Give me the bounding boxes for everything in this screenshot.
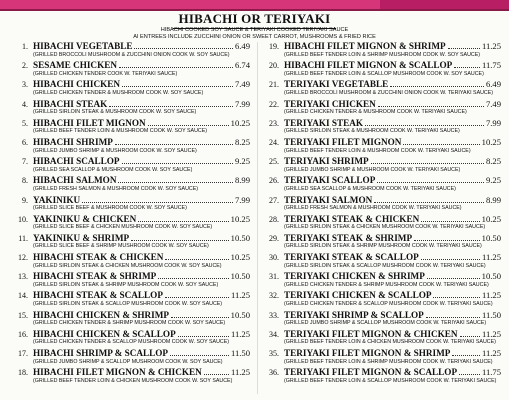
menu-item-line (284, 79, 501, 90)
dot-leader (134, 47, 232, 49)
menu-item-line (284, 41, 501, 52)
menu-item (265, 329, 501, 348)
menu-item (265, 41, 501, 60)
dot-leader (448, 47, 480, 49)
menu-item-line (284, 118, 501, 129)
menu-item-number: 1. (22, 42, 28, 51)
menu-item-name: TERIYAKI FILET MIGNON & SHRIMP (284, 348, 451, 358)
menu-item-price: 11.25 (481, 348, 501, 358)
dot-leader (158, 277, 228, 279)
menu-item-number: 18. (18, 368, 28, 378)
menu-item-description: (GRILLED SIRLOIN STEAK & SCALLOP MUSHROOM COOK W. SOY SAUCE) (33, 301, 223, 308)
menu-item-description: (GRILLED CHICKEN TENDER & SCALLOP MUSHROOM COOK W. TERIYAKI SAUCE) (284, 301, 493, 308)
menu-item (265, 79, 501, 98)
menu-item-number: 30. (269, 253, 279, 263)
menu-item-description: (GRILLED CHICKEN TENDER & SHRIMP MUSHROOM COOK W. TERIYAKI SAUCE) (284, 281, 489, 288)
dot-leader (374, 201, 484, 203)
menu-item (265, 175, 501, 194)
menu-item-number: 9. (22, 195, 28, 205)
menu-item-line (33, 252, 250, 263)
menu-item-line (284, 329, 501, 340)
dot-leader (82, 201, 233, 203)
dot-leader (459, 373, 480, 375)
menu-item-price: 10.50 (230, 232, 250, 243)
menu-item-description: (GRILLED BROCCOLI MUSHROOM & ZUCCHINI ONION COOK W. TERIYAKI SAUCE) (284, 89, 494, 96)
menu-item (14, 118, 250, 137)
menu-item (265, 252, 501, 271)
menu-item-name: TERIYAKI STEAK & SHRIMP (284, 232, 413, 243)
subtitle-block (0, 27, 509, 41)
dot-leader (414, 239, 480, 241)
menu-item-line (33, 233, 250, 244)
menu-item-name: TERIYAKI SCALLOP (284, 175, 376, 186)
menu-item-line (33, 290, 250, 301)
menu-item (265, 195, 501, 214)
menu-item-price: 11.25 (481, 328, 501, 339)
dot-leader (131, 239, 229, 241)
menu-item (14, 41, 250, 60)
menu-item-number: 34. (269, 329, 279, 339)
dot-leader (365, 124, 484, 126)
menu-item-price: 10.50 (230, 309, 250, 320)
menu-item-number: 32. (269, 291, 279, 301)
menu-item (265, 310, 501, 329)
top-color-band-accent (380, 0, 509, 9)
menu-item-line (284, 233, 501, 244)
menu-item-description: (GRILLED SIRLOIN STEAK & CHICKEN MUSHROOM COOK W. TERIYAKI SAUCE) (284, 224, 486, 231)
menu-item-line (33, 41, 250, 52)
menu-item-price: 7.99 (485, 117, 501, 128)
menu-item-name: HIBACHI VEGETABLE (33, 41, 133, 51)
menu-item (14, 60, 250, 79)
menu-item-description: (GRILLED BROCCOLI MUSHROOM & ZUCCHINI ONION COOK W. SOY SAUCE) (33, 51, 230, 58)
menu-item (265, 271, 501, 290)
menu-item-price: 10.50 (481, 232, 501, 243)
menu-item-line (284, 271, 501, 282)
dot-leader (460, 335, 480, 337)
menu-item-description: (GRILLED BEEF TENDER LOIN & SHRIMP MUSHROOM COOK W. SOY SAUCE) (284, 51, 481, 58)
menu-item-number: 21. (269, 80, 279, 90)
menu-item-name: HIBACHI SCALLOP (33, 156, 120, 167)
menu-item-name: TERIYAKI FILET MIGNON & SCALLOP (284, 367, 458, 378)
dot-leader (122, 162, 233, 164)
menu-item-number: 5. (22, 118, 28, 128)
menu-item-line (33, 99, 250, 110)
menu-item-description: (GRILLED SLICE BEEF & SHRIMP MUSHROOM COOK W. SOY SAUCE) (33, 243, 209, 250)
menu-item-name: YAKINIKU & SHRIMP (33, 232, 130, 243)
menu-item-name: HIBACHI FILET MIGNON & CHICKEN (33, 367, 202, 378)
menu-item-name: HIBACHI CHICKEN & SCALLOP (33, 328, 176, 339)
menu-item-price: 7.99 (234, 194, 250, 205)
menu-item-number: 25. (269, 157, 279, 167)
menu-item-price: 6.49 (234, 41, 250, 51)
menu-item (265, 233, 501, 252)
menu-item-number: 15. (18, 310, 28, 320)
menu-item-name: TERIYAKI VEGETABLE (284, 79, 389, 90)
menu-item (14, 137, 250, 156)
menu-item-name: HIBACHI FILET MIGNON & SCALLOP (284, 60, 453, 71)
menu-item-number: 35. (269, 349, 279, 358)
menu-item-description: (GRILLED CHICKEN TENDER & SHRIMP MUSHROOM COOK W. SOY SAUCE) (33, 320, 226, 327)
dot-leader (204, 373, 229, 375)
menu-item-number: 7. (22, 157, 28, 167)
menu-item-description: (GRILLED CHICKEN TENDER & SCALLOP MUSHROOM COOK W. SOY SAUCE) (33, 339, 230, 346)
menu-item-description: (GRILLED BEEF TENDER LOIN & SHRIMP MUSHROOM COOK W. TERIYAKI SAUCE) (284, 358, 493, 365)
dot-leader (452, 354, 480, 356)
menu-item-name: HIBACHI SHRIMP (33, 136, 113, 147)
dot-leader (115, 143, 233, 145)
menu-item-description: (GRILLED CHICKEN TENDER & MUSHROOM COOK W. SOY SAUCE) (33, 89, 204, 96)
menu-column-right (265, 41, 501, 386)
menu-item-name: HIBACHI CHICKEN (33, 79, 121, 90)
page-title: HIBACHI OR TERIYAKI (173, 9, 337, 29)
menu-item-line (284, 214, 501, 225)
dot-leader (421, 258, 480, 260)
menu-item-number: 31. (269, 272, 279, 282)
menu-item-name: TERIYAKI SALMON (284, 194, 373, 205)
menu-item-line (33, 156, 250, 167)
dot-leader (390, 85, 484, 87)
dot-leader (119, 66, 233, 68)
menu-item-price: 6.74 (234, 60, 250, 71)
menu-item-price: 10.50 (230, 271, 250, 282)
menu-item-description: (GRILLED SIRLOIN STEAK & SHRIMP MUSHROOM COOK W. SOY SAUCE) (33, 281, 219, 288)
menu-item-line (33, 367, 250, 378)
menu-item-description: (GRILLED SEA SCALLOP & MUSHROOM COOK W. SOY SAUCE) (33, 166, 193, 173)
menu-item-price: 11.50 (481, 309, 501, 320)
menu-item-line (33, 60, 250, 71)
menu-item-line (284, 99, 501, 110)
menu-item (14, 310, 250, 329)
subtitle-entrees: AI ENTREES INCLUDE ZUCCHINI ONION OR SWEET CARROT, MUSHROOMS & FRIED RICE (133, 34, 376, 40)
menu-item-number: 14. (18, 291, 28, 301)
menu-item-number: 11. (18, 233, 28, 243)
menu-item-name: TERIYAKI CHICKEN (284, 98, 376, 109)
menu-item (14, 271, 250, 290)
menu-item-price: 8.25 (485, 156, 501, 167)
menu-item-line (284, 175, 501, 186)
menu-item-name: HIBACHI STEAK (33, 98, 108, 109)
menu-item (265, 214, 501, 233)
dot-leader (421, 220, 479, 222)
menu-item-description: (GRILLED JUMBO SHRIMP & SCALLOP MUSHROOM COOK W. TERIYAKI SAUCE) (284, 320, 487, 327)
menu-item-line (284, 348, 501, 359)
menu-item-number: 29. (269, 233, 279, 243)
menu-item-description: (GRILLED JUMBO SHRIMP & MUSHROOM COOK W. TERIYAKI SAUCE) (284, 166, 461, 173)
menu-item-name: TERIYAKI FILET MIGNON & CHICKEN (284, 328, 458, 339)
menu-item-name: HIBACHI SHRIMP & SCALLOP (33, 348, 169, 358)
menu-item-price: 9.25 (234, 156, 250, 167)
menu-item-price: 7.49 (234, 79, 250, 90)
menu-item (14, 79, 250, 98)
dot-leader (433, 296, 480, 298)
menu-item (14, 156, 250, 175)
menu-item (265, 118, 501, 137)
menu-item-price: 11.50 (230, 348, 250, 358)
menu-item-price: 11.25 (230, 367, 250, 378)
menu-item-number: 20. (269, 61, 279, 71)
dot-leader (165, 296, 229, 298)
menu-item-number: 36. (269, 368, 279, 378)
menu-item (14, 175, 250, 194)
menu-item-price: 11.75 (481, 60, 501, 71)
dot-leader (165, 258, 228, 260)
menu-item-line (284, 195, 501, 206)
menu-item-number: 23. (269, 118, 279, 128)
menu-item-number: 10. (18, 214, 28, 224)
dot-leader (109, 105, 233, 107)
menu-item-price: 11.25 (481, 290, 501, 301)
menu-item-line (33, 271, 250, 282)
menu-item-name: HIBACHI STEAK & SHRIMP (33, 271, 157, 282)
column-divider (257, 42, 258, 394)
menu-item (14, 329, 250, 348)
menu-item-line (284, 367, 501, 378)
menu-item-line (33, 175, 250, 186)
menu-item-description: (GRILLED FRESH SALMON & MUSHROOM COOK W. TERIYAKI SAUCE) (284, 205, 462, 212)
subtitle-sauce: HIBACHI COOKED SOY SAUCE & TERIYAKI COOKED TERIYAKI SAUCE (160, 27, 349, 33)
menu-item-line (33, 137, 250, 148)
menu-item-number: 12. (18, 253, 28, 263)
menu-item (14, 252, 250, 271)
menu-item-number: 24. (269, 137, 279, 147)
menu-item-description: (GRILLED BEEF TENDER LOIN & CHICKEN MUSHROOM COOK W. TERIYAKI SAUCE) (284, 339, 496, 346)
menu-item (265, 99, 501, 118)
menu-item-line (33, 214, 250, 225)
title-wrap (0, 9, 509, 29)
dot-leader (122, 85, 233, 87)
menu-item-name: TERIYAKI STEAK & CHICKEN (284, 213, 420, 224)
menu-item-line (33, 195, 250, 206)
menu-item (14, 99, 250, 118)
menu-item (265, 348, 501, 367)
menu-item-line (33, 79, 250, 90)
menu-item-description: (GRILLED SIRLOIN STEAK & SCALLOP MUSHROOM COOK W. TERIYAKI SAUCE) (284, 262, 486, 269)
menu-item (265, 156, 501, 175)
menu-item-name: HIBACHI CHICKEN & SHRIMP (33, 309, 170, 320)
menu-item-name: TERIYAKI STEAK (284, 117, 364, 128)
menu-item-line (284, 60, 501, 71)
menu-item (14, 233, 250, 252)
menu-item-description: (GRILLED SIRLOIN STEAK & CHICKEN MUSHROOM COOK W. SOY SAUCE) (33, 262, 222, 269)
menu-item-price: 10.50 (481, 271, 501, 282)
menu-item (14, 195, 250, 214)
dot-leader (427, 277, 480, 279)
menu-item-price: 7.99 (234, 98, 250, 109)
menu-item-description: (GRILLED CHICKEN TENDER COOK W. TERIYAKI SAUCE) (33, 70, 178, 77)
menu-item-line (284, 156, 501, 167)
dot-leader (426, 316, 480, 318)
dot-leader (371, 162, 484, 164)
menu-item-number: 28. (269, 214, 279, 224)
menu-item-price: 10.25 (230, 117, 250, 128)
menu-item (265, 290, 501, 309)
menu-item-name: HIBACHI FILET MIGNON & SHRIMP (284, 41, 446, 51)
menu-item-number: 16. (18, 329, 28, 339)
menu-item-name: TERIYAKI CHICKEN & SHRIMP (284, 271, 425, 282)
menu-item-description: (GRILLED BEEF TENDER LOIN & SCALLOP MUSHROOM COOK W. TERIYAKI SAUCE) (284, 377, 497, 384)
menu-item-price: 11.25 (481, 41, 501, 51)
menu-item-price: 11.25 (481, 252, 501, 263)
menu-item-description: (GRILLED BEEF TENDER LOIN & SCALLOP MUSHROOM COOK W. SOY SAUCE) (284, 70, 484, 77)
menu-item-description: (GRILLED FRESH SALMON & MUSHROOM COOK W. SOY SAUCE) (33, 185, 199, 192)
menu-item-price: 6.49 (485, 79, 501, 90)
menu-item-name: HIBACHI STEAK & SCALLOP (33, 290, 163, 301)
menu-item-line (284, 137, 501, 148)
dot-leader (138, 220, 228, 222)
menu-item-description: (GRILLED SEA SCALLOP & MUSHROOM COOK W. TERIYAKI SAUCE) (284, 185, 456, 192)
menu-item-price: 7.49 (485, 98, 501, 109)
menu-item-number: 13. (18, 272, 28, 282)
menu-item-price: 11.75 (481, 367, 501, 378)
menu-item-line (284, 290, 501, 301)
menu-column-left (14, 41, 250, 386)
menu-item-description: (GRILLED CHICKEN TENDER & MUSHROOM COOK W. TERIYAKI SAUCE) (284, 109, 467, 116)
menu-item-name: TERIYAKI SHRIMP & SCALLOP (284, 309, 424, 320)
menu-item-name: TERIYAKI CHICKEN & SCALLOP (284, 290, 432, 301)
menu-item-price: 11.25 (230, 290, 250, 301)
menu-item-number: 2. (22, 61, 28, 71)
menu-item-description: (GRILLED SIRLOIN STEAK & MUSHROOM COOK W. SOY SAUCE) (33, 109, 197, 116)
menu-item (14, 290, 250, 309)
menu-item-price: 8.99 (485, 194, 501, 205)
menu-item-description: (GRILLED JUMBO SHRIMP & MUSHROOM COOK W. SOY SAUCE) (33, 147, 197, 154)
menu-item-description: (GRILLED JUMBO SHRIMP & SCALLOP MUSHROOM COOK W. SOY SAUCE) (33, 358, 223, 365)
menu-item-number: 19. (269, 42, 279, 51)
menu-item-description: (GRILLED SLICE BEEF & MUSHROOM COOK W. SOY SAUCE) (33, 205, 187, 212)
menu-item-name: SESAME CHICKEN (33, 60, 117, 71)
menu-item (14, 367, 250, 386)
menu-item-name: TERIYAKI STEAK & SCALLOP (284, 252, 419, 263)
dot-leader (148, 124, 229, 126)
menu-item-number: 8. (22, 176, 28, 186)
menu-item (14, 348, 250, 367)
menu-item-description: (GRILLED SIRLOIN STEAK & SHRIMP MUSHROOM COOK W. TERIYAKI SAUCE) (284, 243, 482, 250)
menu-item-line (33, 348, 250, 359)
menu-item-name: HIBACHI STEAK & CHICKEN (33, 252, 164, 263)
dot-leader (403, 143, 479, 145)
menu-item-name: TERIYAKI FILET MIGNON (284, 136, 402, 147)
menu-item-price: 10.25 (481, 213, 501, 224)
menu-item-line (33, 310, 250, 321)
dot-leader (171, 316, 229, 318)
menu-item-number: 17. (18, 349, 28, 358)
menu-item-description: (GRILLED SLICE BEEF & CHICKEN MUSHROOM COOK W. SOY SAUCE) (33, 224, 213, 231)
menu-item-name: YAKINIKU & CHICKEN (33, 213, 137, 224)
menu-item-price: 9.25 (485, 175, 501, 186)
menu-item-number: 27. (269, 195, 279, 205)
menu-item-name: YAKINIKU (33, 194, 81, 205)
menu-item-line (284, 310, 501, 321)
dot-leader (378, 105, 484, 107)
menu-item (265, 137, 501, 156)
menu-item-price: 8.25 (234, 136, 250, 147)
menu-item-price: 10.25 (230, 213, 250, 224)
menu-item-description: (GRILLED BEEF TENDER LOIN & MUSHROOM COOK W. TERIYAKI SAUCE) (284, 147, 471, 154)
menu-item-description: (GRILLED BEEF TENDER LOIN & MUSHROOM COOK W. SOY SAUCE) (33, 128, 208, 135)
menu-item-number: 26. (269, 176, 279, 186)
dot-leader (178, 335, 229, 337)
menu-item (14, 214, 250, 233)
menu-item-number: 3. (22, 80, 28, 90)
menu-item-price: 10.25 (481, 136, 501, 147)
menu-item-number: 6. (22, 137, 28, 147)
menu-item-number: 33. (269, 310, 279, 320)
dot-leader (118, 181, 232, 183)
menu-item-name: HIBACHI SALMON (33, 175, 117, 186)
menu-item-number: 22. (269, 99, 279, 109)
menu-item-name: TERIYAKI SHRIMP (284, 156, 369, 167)
menu-item-line (33, 329, 250, 340)
menu-item-price: 8.99 (234, 175, 250, 186)
menu-item-description: (GRILLED BEEF TENDER LOIN & CHICKEN MUSHROOM COOK W. SOY SAUCE) (33, 377, 233, 384)
menu-item-price: 10.25 (230, 252, 250, 263)
menu-item-number: 4. (22, 99, 28, 109)
menu-item (265, 367, 501, 386)
menu-item-description: (GRILLED SIRLOIN STEAK & MUSHROOM COOK W. TERIYAKI SAUCE) (284, 128, 460, 135)
menu-item-line (33, 118, 250, 129)
dot-leader (170, 354, 229, 356)
menu-item-name: HIBACHI FILET MIGNON (33, 117, 146, 128)
menu-item-line (284, 252, 501, 263)
menu-item-price: 11.25 (230, 328, 250, 339)
menu-item (265, 60, 501, 79)
dot-leader (377, 181, 484, 183)
dot-leader (454, 66, 480, 68)
